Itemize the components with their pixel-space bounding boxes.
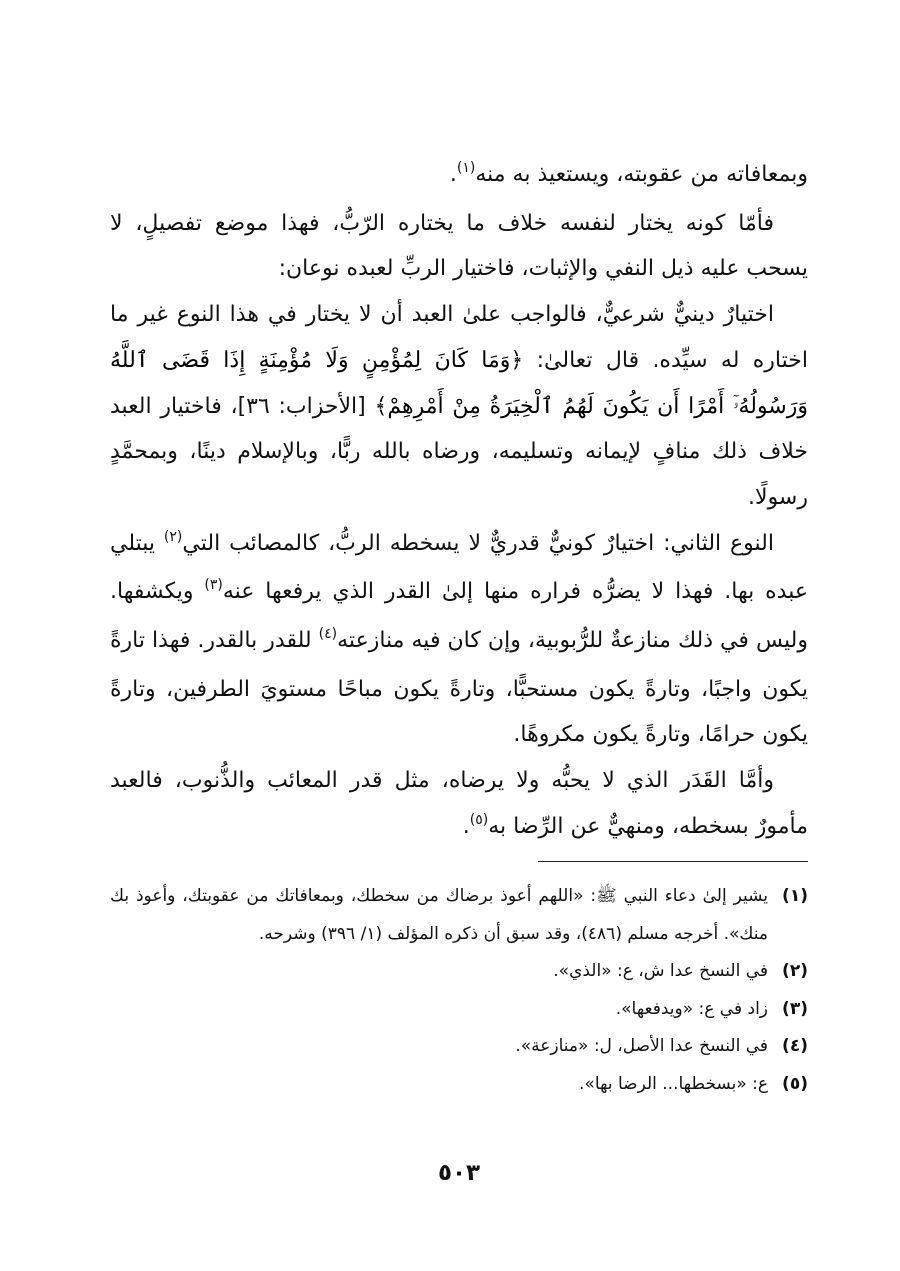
paragraph-4-text-a: النوع الثاني: اختيارٌ كونيٌّ قدريٌّ لا يسخطه الربُّ، كالمصائب التي (182, 530, 774, 556)
paragraph-3-text-b: ، فاختيار العبد خلاف ذلك منافٍ لإيمانه وتسليمه، ورضاه بالله ربًّا، وبالإسلام دينًا، وبمحمَّدٍ رسولًا. (110, 393, 808, 510)
paragraph-5-text: وأمَّا القَدَر الذي لا يحبُّه ولا يرضاه، مثل قدر المعائب والذُّنوب، فالعبد مأمورٌ بسخطه، ومنهيٌّ عن الرِّضا به (110, 768, 808, 839)
paragraph-3-text-a: اختيارٌ دينيٌّ شرعيٌّ، فالواجب علىٰ العبد أن لا يختار في هذا النوع غير ما اختاره له سيِّده. قال تعالىٰ: (110, 302, 808, 373)
footnote-ref-4[interactable]: (٤) (318, 626, 338, 643)
paragraph-4-text-b: يبتلي عبده بها. فهذا لا يضرُّه فراره منها إلىٰ القدر الذي يرفعها عنه (110, 530, 809, 605)
paragraph-4-text-d: للقدر بالقدر. فهذا تارةً يكون واجبًا، وتارةً يكون مستحبًّا، وتارةً يكون مباحًا مستويَ الطرفين، وتارةً يكون حرامًا، وتارةً يكون مكروهًا. (110, 628, 808, 748)
footnote-item (110, 1066, 808, 1104)
footnote-text: في النسخ عدا الأصل، ل: «منازعة». (515, 1036, 768, 1056)
paragraph-4-text-c: ويكشفها. وليس في ذلك منازعةٌ للرُّبوبية، وإن كان فيه منازعته (110, 579, 808, 654)
footnotes (110, 878, 808, 1103)
footnote-text: يشير إلىٰ دعاء النبي ﷺ: «اللهم أعوذ برضاك من سخطك، وبمعافاتك من عقوبتك، وأعوذ بك منك». أخرجه مسلم (٤٨٦)، وقد سبق أن ذكره المؤلف (١/ ٣٩٦) وشرحه. (110, 886, 768, 944)
paragraph-1-text: وبمعافاته من عقوبته، ويستعيذ به منه (475, 162, 808, 187)
footnote-item (110, 878, 808, 953)
footnote-number: (٥) (782, 1073, 808, 1094)
page-number: ٥٠٣ (437, 1160, 481, 1186)
paragraph-3 (110, 292, 808, 521)
paragraph-1-tail: . (449, 162, 457, 187)
footnote-number: (٣) (782, 998, 808, 1019)
paragraph-5 (110, 758, 808, 852)
paragraph-2-text: فأمّا كونه يختار لنفسه خلاف ما يختاره الرّبُّ، فهذا موضع تفصيلٍ، لا يسحب عليه ذيل النفي والإثبات، فاختيار الربِّ لعبده نوعان: (110, 210, 808, 282)
footnote-text: في النسخ عدا ش، ع: «الذي». (553, 961, 768, 981)
book-page (110, 0, 808, 1271)
main-text (110, 152, 808, 853)
footnote-ref-3[interactable]: (٣) (204, 577, 223, 594)
footnote-number: (٢) (782, 961, 808, 981)
footnote-number: (١) (782, 886, 808, 906)
footnote-text: ع: «بسخطها... الرضا بها». (579, 1073, 768, 1094)
footnote-ref-2[interactable]: (٢) (163, 528, 183, 545)
footnote-item (110, 991, 808, 1029)
paragraph-1 (110, 152, 808, 201)
footnote-ref-1[interactable]: (١) (456, 160, 476, 176)
verse-citation: [الأحزاب: ٣٦] (237, 393, 366, 419)
paragraph-4 (110, 521, 808, 759)
paragraph-2 (110, 201, 808, 292)
footnote-number: (٤) (782, 1036, 808, 1056)
footnote-item (110, 953, 808, 991)
footnote-separator (538, 861, 808, 862)
paragraph-5-tail: . (462, 813, 470, 839)
quran-verse: ﴿وَمَا كَانَ لِمُؤْمِنٍ وَلَا مُؤْمِنَةٍ إِذَا قَضَى ٱللَّهُ وَرَسُولُهُۥٓ أَمْرًا أَن يَكُونَ لَهُمُ ٱلْخِيَرَةُ مِنْ أَمْرِهِمْ﴾ (110, 347, 808, 419)
footnote-text: زاد في ع: «ويدفعها». (615, 998, 768, 1019)
footnote-item (110, 1028, 808, 1066)
footnote-ref-5[interactable]: (٥) (469, 811, 489, 828)
